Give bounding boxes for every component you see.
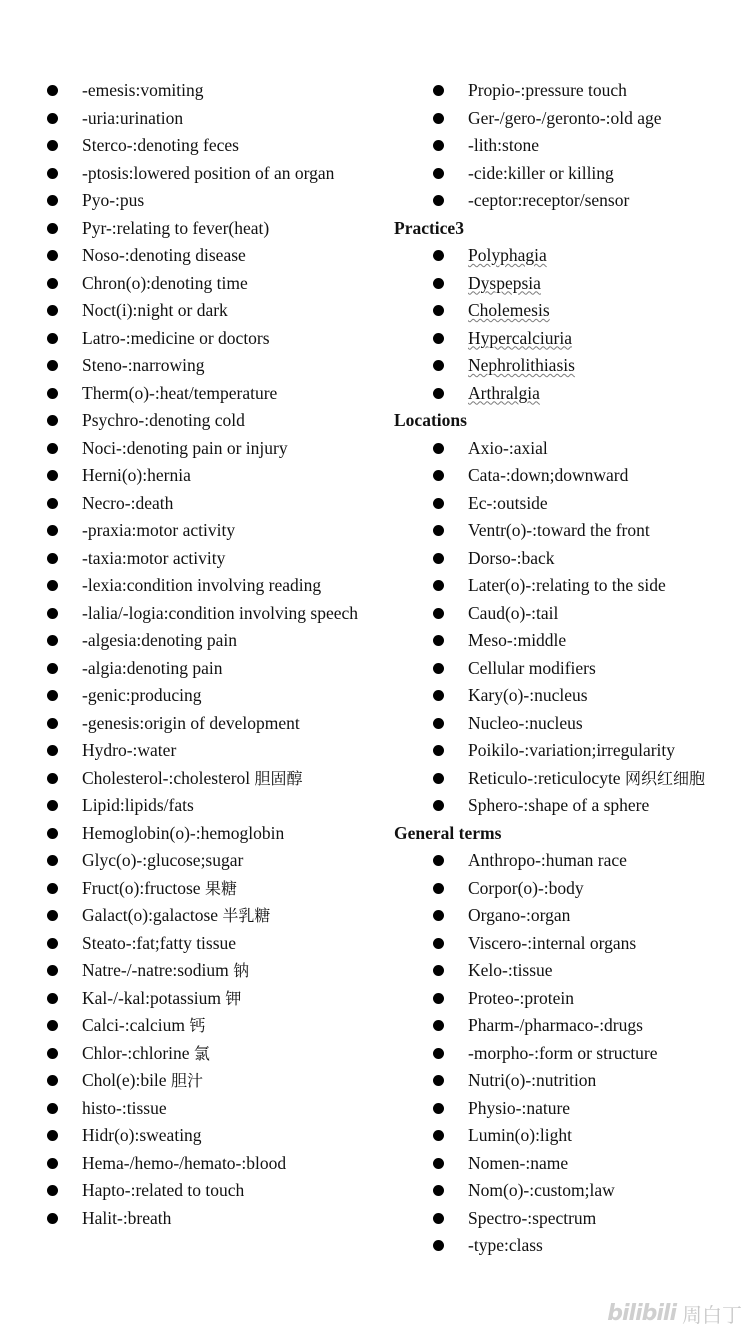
list-item [44,297,374,325]
item-text: Hydro-:water [82,740,177,760]
bullet-icon [47,1213,58,1224]
item-text: -ptosis:lowered position of an organ [82,162,335,183]
list-item [394,270,744,298]
item-text: Chol(e):bile 胆汁 [82,1070,203,1090]
list-item [44,132,374,160]
item-text: Halit-:breath [82,1207,172,1228]
list-item [44,1040,374,1068]
list-item [394,132,744,160]
bullet-icon [47,443,58,454]
list-item [394,847,744,875]
bullet-icon [47,635,58,646]
bullet-icon [433,800,444,811]
item-text: Organo-:organ [468,905,571,925]
item-text: Steno-:narrowing [82,355,205,375]
item-text: Ger-/gero-/geronto-:old age [468,107,662,128]
list-item [394,875,744,903]
bullet-icon [47,1103,58,1114]
list-item [44,1150,374,1178]
bullet-icon [433,663,444,674]
bullet-icon [433,635,444,646]
bullet-icon [47,415,58,426]
bullet-icon [433,113,444,124]
item-text: Chlor-:chlorine 氯 [82,1042,210,1063]
bullet-icon [47,470,58,481]
list-item [44,160,374,188]
list-item [44,1205,374,1233]
item-text: Spectro-:spectrum [468,1207,597,1228]
item-text: Arthralgia [468,382,540,403]
bullet-icon [433,1075,444,1086]
bullet-icon [47,360,58,371]
bullet-icon [47,1130,58,1141]
item-text: -lexia:condition involving reading [82,575,322,595]
left-column [44,77,374,1232]
bullet-icon [47,1048,58,1059]
bullet-icon [47,195,58,206]
item-text: Latro-:medicine or doctors [82,327,270,348]
list-item [394,1067,744,1095]
list-item [394,380,744,408]
bullet-icon [47,828,58,839]
list-item [44,875,374,903]
bullet-icon [47,250,58,261]
item-text: Dorso-:back [468,547,555,568]
list-item [44,1012,374,1040]
bullet-icon [433,1048,444,1059]
list-item [44,627,374,655]
bullet-icon [47,388,58,399]
list-item [394,1205,744,1233]
bullet-icon [433,608,444,619]
list-item [394,930,744,958]
list-item [44,407,374,435]
left-term-list [44,77,374,1232]
bullet-icon [433,883,444,894]
item-text: Cholesterol-:cholesterol 胆固醇 [82,767,303,788]
list-item [394,1095,744,1123]
bullet-icon [433,1103,444,1114]
item-text: Pharm-/pharmaco-:drugs [468,1015,643,1035]
item-text: -morpho-:form or structure [468,1042,658,1063]
bullet-icon [433,855,444,866]
bullet-icon [433,470,444,481]
item-text: Necro-:death [82,492,174,513]
bullet-icon [47,993,58,1004]
bullet-icon [47,580,58,591]
bullet-icon [47,1185,58,1196]
list-item [44,572,374,600]
list-item [394,1122,744,1150]
list-item [44,1095,374,1123]
bullet-icon [433,85,444,96]
bullet-icon [433,1158,444,1169]
list-item [44,682,374,710]
list-item [394,1040,744,1068]
list-item [394,462,744,490]
list-item [44,105,374,133]
item-text: -lith:stone [468,135,539,155]
bullet-icon [433,690,444,701]
item-text: Fruct(o):fructose 果糖 [82,877,237,898]
item-text: Calci-:calcium 钙 [82,1015,206,1035]
list-item [394,105,744,133]
bullet-icon [47,278,58,289]
item-text: -taxia:motor activity [82,547,226,568]
item-text: Steato-:fat;fatty tissue [82,932,237,953]
list-item [394,737,744,765]
list-item [44,215,374,243]
practice-list [394,242,744,407]
list-item [394,1012,744,1040]
list-item [394,957,744,985]
item-text: Sphero-:shape of a sphere [468,795,650,815]
bullet-icon [47,1158,58,1169]
bullet-icon [433,993,444,1004]
bullet-icon [433,168,444,179]
item-text: Pyo-:pus [82,190,145,210]
list-item [394,160,744,188]
item-text: Poikilo-:variation;irregularity [468,740,676,760]
bullet-icon [47,553,58,564]
item-text: Cellular modifiers [468,657,596,678]
item-text: Axio-:axial [468,437,548,458]
list-item [394,792,744,820]
bullet-icon [433,1130,444,1141]
bullet-icon [433,360,444,371]
bullet-icon [47,773,58,784]
list-item [394,985,744,1013]
item-text: Nephrolithiasis [468,355,575,375]
bullet-icon [47,333,58,344]
list-item [44,930,374,958]
bullet-icon [47,525,58,536]
item-text: Nutri(o)-:nutrition [468,1070,597,1090]
item-text: -genesis:origin of development [82,712,300,733]
bullet-icon [433,965,444,976]
bullet-icon [433,773,444,784]
list-item [394,765,744,793]
list-item [44,187,374,215]
bullet-icon [433,553,444,564]
item-text: Caud(o)-:tail [468,602,559,623]
item-text: Hapto-:related to touch [82,1180,245,1200]
bullet-icon [47,800,58,811]
item-text: -cide:killer or killing [468,162,614,183]
list-item [394,435,744,463]
item-text: Ec-:outside [468,492,548,513]
list-item [44,1122,374,1150]
bullet-icon [47,140,58,151]
bullet-icon [433,498,444,509]
item-text: Psychro-:denoting cold [82,410,245,430]
item-text: Galact(o):galactose 半乳糖 [82,905,271,925]
list-item [394,490,744,518]
list-item [394,600,744,628]
list-item [394,710,744,738]
item-text: Viscero-:internal organs [468,932,637,953]
bullet-icon [433,1020,444,1031]
list-item [394,352,744,380]
list-item [394,655,744,683]
item-text: Anthropo-:human race [468,850,627,870]
list-item [44,902,374,930]
bullet-icon [433,910,444,921]
list-item [44,490,374,518]
item-text: Hema-/hemo-/hemato-:blood [82,1152,287,1173]
bullet-icon [47,965,58,976]
bullet-icon [433,305,444,316]
bullet-icon [47,498,58,509]
item-text: Kelo-:tissue [468,960,553,980]
list-item [394,242,744,270]
bullet-icon [433,333,444,344]
right-top-term-list [394,77,744,215]
item-text: Glyc(o)-:glucose;sugar [82,850,244,870]
item-text: Cholemesis [468,300,550,320]
bullet-icon [47,690,58,701]
bullet-icon [47,223,58,234]
list-item [44,957,374,985]
list-item [44,242,374,270]
item-text: Corpor(o)-:body [468,877,584,898]
item-text: Later(o)-:relating to the side [468,575,666,595]
bullet-icon [433,278,444,289]
list-item [44,1067,374,1095]
item-text: Lumin(o):light [468,1125,573,1145]
list-item [44,737,374,765]
item-text: Ventr(o)-:toward the front [468,520,650,540]
list-item [44,820,374,848]
bullet-icon [47,855,58,866]
list-item [394,627,744,655]
item-text: Nom(o)-:custom;law [468,1180,615,1200]
watermark-author: 周白丁 [682,1303,742,1327]
locations-list [394,435,744,820]
list-item [44,77,374,105]
list-item [394,187,744,215]
item-text: Kal-/-kal:potassium 钾 [82,987,242,1008]
list-item [394,297,744,325]
bullet-icon [47,305,58,316]
list-item [394,1150,744,1178]
bullet-icon [433,745,444,756]
item-text: Proteo-:protein [468,987,574,1008]
item-text: Nomen-:name [468,1152,569,1173]
item-text: -genic:producing [82,685,202,705]
bullet-icon [47,1075,58,1086]
list-item [44,517,374,545]
item-text: -algia:denoting pain [82,657,223,678]
list-item [394,1177,744,1205]
item-text: -algesia:denoting pain [82,630,238,650]
item-text: Cata-:down;downward [468,465,629,485]
list-item [44,765,374,793]
bullet-icon [433,1240,444,1251]
list-item [44,655,374,683]
bullet-icon [47,1020,58,1031]
item-text: Chron(o):denoting time [82,272,248,293]
item-text: Noci-:denoting pain or injury [82,437,288,458]
bullet-icon [47,168,58,179]
item-text: Reticulo-:reticulocyte 网织红细胞 [468,767,705,788]
item-text: Polyphagia [468,245,547,265]
list-item [394,572,744,600]
list-item [44,380,374,408]
bullet-icon [47,113,58,124]
item-text: Sterco-:denoting feces [82,135,239,155]
item-text: Dyspepsia [468,272,541,293]
list-item [44,270,374,298]
bullet-icon [47,608,58,619]
list-item [44,847,374,875]
bullet-icon [433,388,444,399]
item-text: Kary(o)-:nucleus [468,685,588,705]
list-item [394,517,744,545]
item-text: -uria:urination [82,107,184,128]
general-terms-heading: General terms [394,822,502,843]
bullet-icon [433,938,444,949]
list-item [394,1232,744,1260]
bullet-icon [47,718,58,729]
locations-heading: Locations [394,410,467,430]
item-text: -emesis:vomiting [82,80,204,100]
list-item [44,792,374,820]
bullet-icon [47,938,58,949]
item-text: Nucleo-:nucleus [468,712,583,733]
bullet-icon [433,1213,444,1224]
bullet-icon [47,663,58,674]
bullet-icon [47,85,58,96]
item-text: -praxia:motor activity [82,520,236,540]
right-column [394,77,744,1260]
bullet-icon [433,1185,444,1196]
list-item [44,985,374,1013]
list-item [44,325,374,353]
bullet-icon [433,525,444,536]
item-text: Propio-:pressure touch [468,80,627,100]
list-item [394,545,744,573]
bullet-icon [433,443,444,454]
item-text: Hemoglobin(o)-:hemoglobin [82,822,285,843]
watermark [607,1299,742,1328]
list-item [44,352,374,380]
bullet-icon [433,250,444,261]
list-item [44,462,374,490]
item-text: -ceptor:receptor/sensor [468,190,630,210]
bullet-icon [47,883,58,894]
bullet-icon [47,910,58,921]
item-text: Pyr-:relating to fever(heat) [82,217,270,238]
item-text: Meso-:middle [468,630,567,650]
bullet-icon [433,580,444,591]
list-item [44,710,374,738]
list-item [394,325,744,353]
list-item [44,435,374,463]
list-item [44,600,374,628]
bullet-icon [47,745,58,756]
bullet-icon [433,718,444,729]
practice-heading: Practice3 [394,217,464,238]
item-text: Hidr(o):sweating [82,1125,202,1145]
item-text: -type:class [468,1235,543,1255]
item-text: Hypercalciuria [468,327,572,348]
list-item [44,545,374,573]
item-text: Therm(o)-:heat/temperature [82,382,278,403]
bullet-icon [433,195,444,206]
item-text: Herni(o):hernia [82,465,191,485]
item-text: -lalia/-logia:condition involving speech [82,602,359,623]
list-item [394,77,744,105]
bilibili-logo: bilibili [607,1301,676,1326]
item-text: Noct(i):night or dark [82,300,228,320]
item-text: Noso-:denoting disease [82,245,246,265]
bullet-icon [433,140,444,151]
general-terms-list [394,847,744,1260]
list-item [44,1177,374,1205]
item-text: Physio-:nature [468,1097,571,1118]
list-item [394,902,744,930]
item-text: Lipid:lipids/fats [82,795,194,815]
item-text: histo-:tissue [82,1097,167,1118]
list-item [394,682,744,710]
item-text: Natre-/-natre:sodium 钠 [82,960,250,980]
